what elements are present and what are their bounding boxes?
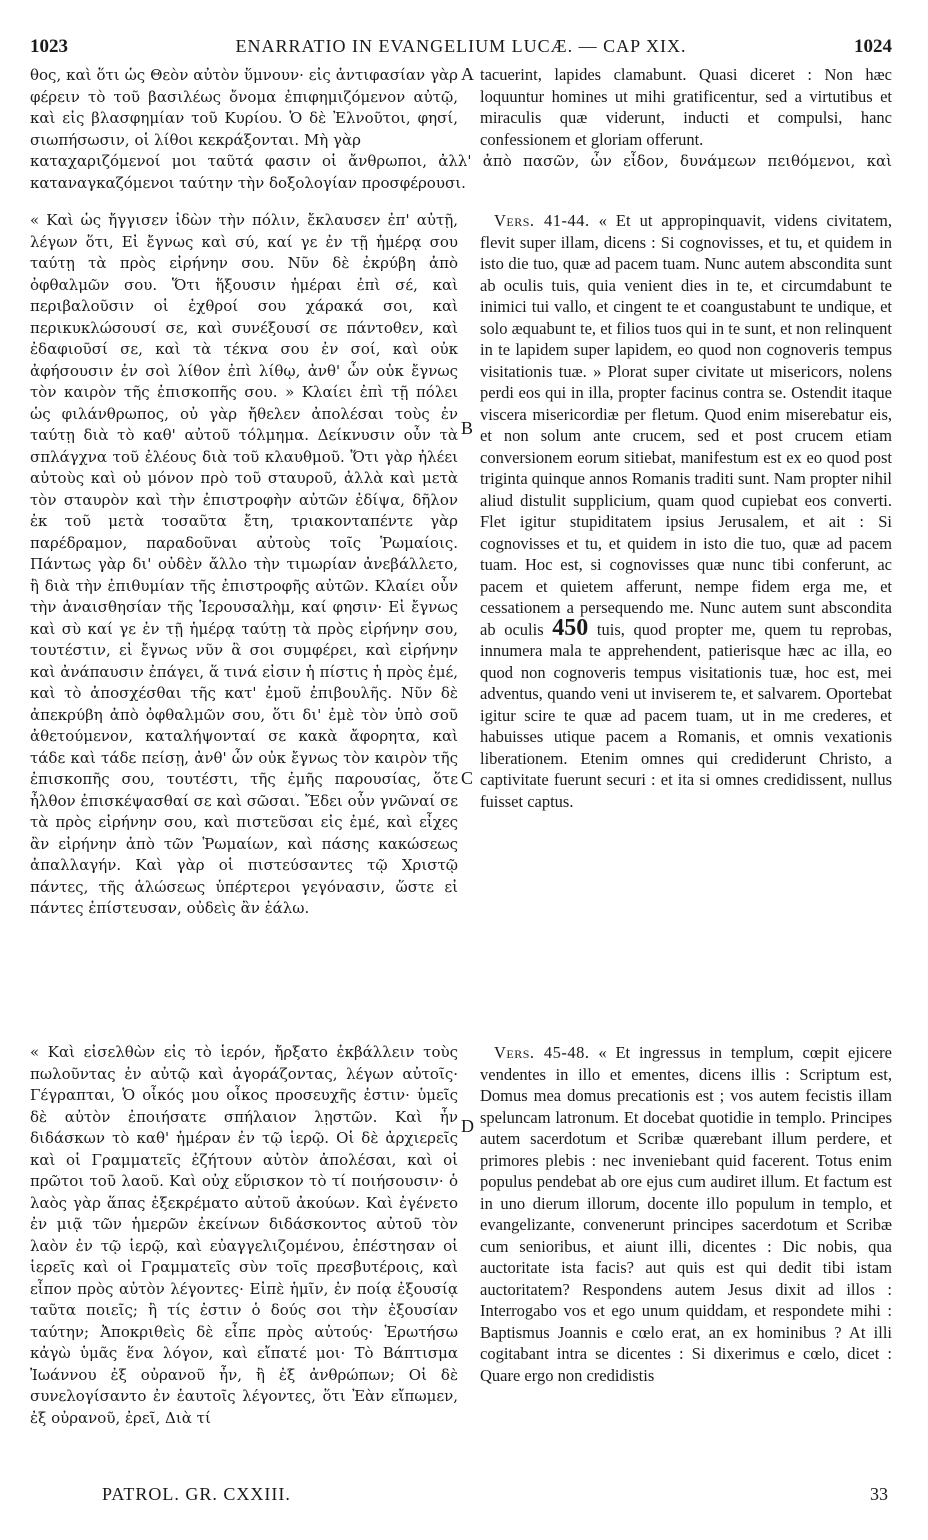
- footer-volume: PATROL. GR. CXXIII.: [102, 1484, 291, 1504]
- margin-marker-a: A: [461, 64, 474, 84]
- page-number-right: 1024: [854, 36, 892, 57]
- margin-marker-b: B: [461, 418, 474, 438]
- latin-section-2-text: « Et ingressus in templum, cœpit ejicere vendentes in illo et ementes, dicens illis : Scriptum est, Domus mea domus precationis est ; vos autem fecistis illam speluncam latronum. Et docebat quotidie in templo. Principes autem sacerdotum et Scribæ quærebant illum perdere, et primores plebis : nec inveniebant quid facerent. Totus enim populus pendebat ab ore ejus cum audiret illum. Et factum est in uno dierum illorum, docente illo populum in templo, et evangelizante, convenerunt principes sacerdotum et Scribæ cum senioribus, et aiunt illi, dicentes : Dic nobis, qua auctoritate ista facis? aut quis est qui dedit tibi istam auctoritatem? Respondens autem Jesus dixit ad illos : Interrogabo vos et ego unum quiddam, et respondete mihi : Baptismus Joannis e cœlo erat, an ex hominibus ? At illi cogitabant intra se dicentes : Si dixerimus e cœlo, dicet : Quare ergo non credidistis: [480, 1043, 892, 1385]
- latin-section-2: [480, 1042, 892, 1386]
- greek-wide-line: καταχαριζόμενοί μοι ταῦτά φασιν οἱ ἄνθρωποι, ἀλλ' ἀπὸ πασῶν, ὧν εἶδον, δυνάμεων πειθόμενοι, καὶ καταναγκαζόμενοι ταύτην τὴν δοξολογίαν προσφέρουσι.: [30, 152, 892, 192]
- latin-top-paragraph: tacuerint, lapides clamabunt. Quasi diceret : Non hæc loquuntur homines ut mihi gratificentur, sed a virtutibus et miraculis quæ viderunt, inducti et compulsi, hanc confessionem et gloriam offerunt.: [480, 65, 892, 149]
- latin-section-1: [480, 210, 892, 812]
- latin-section-1-text-a: « Et ut appropinquavit, videns civitatem, flevit super illam, dicens : Si cognovisses, et tu, et quidem in isto die tuo, quæ ad pacem tuam. Nunc autem abscondita sunt ab oculis tuis, quia venient dies in te, et circumdabunt te inimici tui vallo, et cingent te et coangustabunt te undique, et solo æquabunt te, et filios tuos qui in te sunt, et non relinquent in te lapidem super lapidem, eo quod non cognoveris tempus visitationis tuæ. » Plorat super civitate ut misericors, nolens perdi eos qui in illa, propter facinus contra se. Ostendit itaque viscera misericordiæ per fletum. Quod enim miserebatur eis, et non solum ante crucem, sed et post crucem etiam conversionem eorum sitiebat, manifestum est ex eo quod post triginta quinque annos Romanis traditi sunt. Nam propter nihil aliud distulit supplicium, quam quod cupiebat eos converti. Flet igitur stupiditatem ipsius Jerusalem, et ait : Si cognovisses et tu, et quidem in isto die tuo, quæ ad pacem tuam. Hoc est, si cognovisses quæ nunc tibi conferunt, ac pacem et quietem afferunt, nempe fidem erga me, et cessationem a persequendo me. Nunc autem sunt abscondita ab oculis: [480, 211, 893, 639]
- verse-reference-45-48: Vers. 45-48.: [494, 1043, 590, 1062]
- running-header: [30, 36, 892, 60]
- margin-marker-d: D: [461, 1116, 474, 1136]
- margin-marker-c: C: [461, 768, 474, 788]
- page-number-left: 1023: [30, 36, 68, 57]
- column-number-marker: 450: [552, 614, 589, 641]
- greek-section-1: « Καὶ ὡς ἤγγισεν ἰδὼν τὴν πόλιν, ἔκλαυσεν ἐπ' αὐτῇ, λέγων ὅτι, Εἰ ἔγνως καὶ σύ, καί γε ἐν τῇ ἡμέρᾳ σου ταύτῃ τὰ πρὸς εἰρήνην σου. Νῦν δὲ ἐκρύβη ἀπὸ ὀφθαλμῶν σου. Ὅτι ἥξουσιν ἡμέραι ἐπὶ σέ, καὶ περιβαλοῦσιν οἱ ἐχθροί σου χάρακά σοι, καὶ περικυκλώσουσί σε, καὶ συνέξουσί σε πάντοθεν, καὶ ἐδαφιοῦσί σε, καὶ τὰ τέκνα σου ἐν σοί, καὶ οὐκ ἀφήσουσιν ἐν σοὶ λίθον ἐπὶ λίθῳ, ἀνθ' ὧν οὐκ ἔγνως τὸν καιρὸν τῆς ἐπισκοπῆς σου. » Κλαίει ἐπὶ τῇ πόλει ὡς φιλάνθρωπος, οὐ γὰρ ἤθελεν ἀπολέσαι τοὺς ἐν ταύτῃ διὰ τὸ καθ' αὐτοῦ τόλμημα. Δείκνυσιν οὖν τὰ σπλάγχνα τοῦ ἐλέους διὰ τοῦ κλαυθμοῦ. Ὅτι γὰρ ἠλέει αὐτοὺς καὶ οὐ μόνον πρὸ τοῦ σταυροῦ, ἀλλὰ καὶ μετὰ τὸν σταυρὸν καὶ τὴν ἐπιστροφὴν αὐτῶν ἐδίψα, δῆλον ἐκ τοῦ μετὰ τοσαῦτα ἔτη, τριακονταπέντε γὰρ παρέδραμον, παραδοῦναι αὐτοὺς τοῖς Ῥωμαίοις. Πάντως γὰρ δι' οὐδὲν ἄλλο τὴν τιμωρίαν ἀνεβάλλετο, ἢ διὰ τὴν ἐπιθυμίαν τῆς ἐπιστροφῆς αὐτῶν. Κλαίει οὖν τὴν ἀναισθησίαν τῆς Ἱερουσαλὴμ, καί φησιν· Εἰ ἔγνως καὶ σὺ καί γε ἐν τῇ ἡμέρᾳ ταύτῃ τὰ πρὸς εἰρήνην σου, τουτέστιν, εἰ ἔγνως νῦν ἃ σοι συμφέρει, καὶ εἰρήνην καὶ ἀνάπαυσιν ἐπάγει, ἅ τινά εἰσιν ἡ πίστις ἡ πρὸς ἐμέ, καὶ τὸ ἀποσχέσθαι τῆς κατ' ἐμοῦ ἐπιβουλῆς. Νῦν δὲ ἀπεκρύβη ἀπὸ ὀφθαλμῶν σου, ὅτι δι' ἐμὲ τὸν ὑπὸ σοῦ ἀθετούμενον, καταλήψονταί σε κακὰ ἄφορητα, καὶ τάδε καὶ τάδε πείσῃ, ἀνθ' ὧν οὐκ ἔγνως τὸν καιρὸν τῆς ἐπισκοπῆς σου, τουτέστι, τῆς ἐμῆς παρουσίας, ὅτε ἦλθον ἐπισκέψασθαί σε καὶ σῶσαι. Ἔδει οὖν γνῶναί σε τὰ πρὸς εἰρήνην σου, καὶ πιστεῦσαι εἰς ἐμέ, καὶ εἶχες ἂν εἰρήνην ἀπὸ τῶν Ῥωμαίων, καὶ πάσης κακώσεως ἀπαλλαγήν. Καὶ γὰρ οἱ πιστεύσαντες τῷ Χριστῷ πάντες, τῆς ἁλώσεως ὑπέρτεροι γεγόνασιν, ὥστε εἰ πάντες ἐπίστευσαν, οὐδεὶς ἂν ἑάλω.: [30, 211, 458, 917]
- running-title: ENARRATIO IN EVANGELIUM LUCÆ. — CAP XIX.: [235, 36, 687, 56]
- verse-reference-41-44: Vers. 41-44.: [494, 211, 590, 230]
- greek-section-2: « Καὶ εἰσελθὼν εἰς τὸ ἱερόν, ἤρξατο ἐκβάλλειν τοὺς πωλοῦντας ἐν αὐτῷ καὶ ἀγοράζοντας, λέγων αὐτοῖς· Γέγραπται, Ὁ οἶκός μου οἶκος προσευχῆς ἐστιν· ὑμεῖς δὲ αὐτὸν ἐποιήσατε σπήλαιον λῃστῶν. Καὶ ἦν διδάσκων τὸ καθ' ἡμέραν ἐν τῷ ἱερῷ. Οἱ δὲ ἀρχιερεῖς καὶ οἱ Γραμματεῖς ἐζήτουν αὐτὸν ἀπολέσαι, καὶ οἱ πρῶτοι τοῦ λαοῦ. Καὶ οὐχ εὕρισκον τὸ τί ποιήσουσιν· ὁ λαὸς γὰρ ἅπας ἐξεκρέματο αὐτοῦ ἀκούων. Καὶ ἐγένετο ἐν μιᾷ τῶν ἡμερῶν ἐκείνων διδάσκοντος αὐτοῦ τὸν λαὸν ἐν τῷ ἱερῷ, καὶ εὐαγγελιζομένου, ἐπέστησαν οἱ ἱερεῖς καὶ οἱ Γραμματεῖς σὺν τοῖς πρεσβυτέροις, καὶ εἶπον πρὸς αὐτὸν λέγοντες· Εἰπὲ ἡμῖν, ἐν ποίᾳ ἐξουσίᾳ ταῦτα ποιεῖς; ἢ τίς ἐστιν ὁ δούς σοι τὴν ἐξουσίαν ταύτην; Ἀποκριθεὶς δὲ εἶπε πρὸς αὐτούς· Ἐρωτήσω κἀγὼ ὑμᾶς ἕνα λόγον, καὶ εἴπατέ μοι· Τὸ Βάπτισμα Ἰωάννου ἐξ οὐρανοῦ ἦν, ἢ ἐξ ἀνθρώπων; Οἱ δὲ συνελογίσαντο ἐν ἑαυτοῖς λέγοντες, ὅτι Ἐὰν εἴπωμεν, ἐξ οὐρανοῦ, ἐρεῖ, Διὰ τί: [30, 1043, 458, 1427]
- footer-signature: 33: [870, 1484, 888, 1504]
- greek-top-paragraph: θος, καὶ ὅτι ὡς Θεὸν αὐτὸν ὕμνουν· εἰς ἀντιφασίαν γὰρ φέρειν τὸ τοῦ βασιλέως ὄνομα ἐπιφημιζόμενον αὐτῷ, καὶ εἰς βλασφημίαν τοῦ Κυρίου. Ὁ δὲ Ἐλνοῦτοι, φησί, σιωπήσωσιν, οἱ λίθοι κεκράξονται. Μὴ γὰρ: [30, 66, 458, 149]
- latin-section-1-text-b: tuis, quod propter me, quem tu reprobas, innumera mala te apprehendent, patierisque hæc ac illa, eo quod non cognoveris tempus visitationis tuæ, hoc est, mei adventus, quando veni ut inviserem te, et salvarem. Oportebat igitur scire te quæ ad pacem tuam, ut in me crederes, et habuisses utique pacem a Romanis, et omnis vexationis liberationem. Etenim omnes qui crediderunt Christo, a captivitate fuerunt securi : et ita si omnes credidissent, nullus fuisset captus.: [480, 619, 893, 811]
